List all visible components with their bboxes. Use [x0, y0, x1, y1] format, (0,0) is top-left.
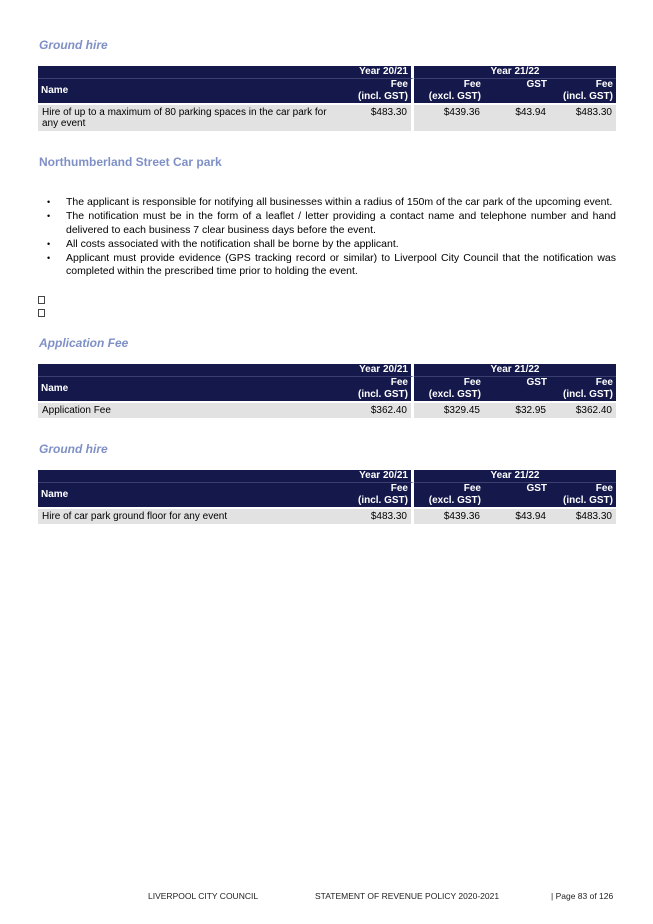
fee-incl-gst-header	[344, 483, 414, 507]
fee-incl-gst-header	[550, 79, 616, 103]
fee-name-cell: Hire of car park ground floor for any event	[38, 507, 344, 524]
footer-page-number: | Page 83 of 126	[551, 891, 614, 901]
list-item: • All costs associated with the notification shall be borne by the applicant.	[38, 238, 616, 252]
fee-name-cell: Hire of up to a maximum of 80 parking spaces in the car park for any event	[38, 103, 344, 131]
fee-excl-gst-cell: $439.36	[414, 507, 484, 524]
section-heading-application-fee: Application Fee	[39, 336, 129, 350]
fee-excl-gst-header	[414, 79, 484, 103]
incl-gst-label: (incl. GST)	[358, 495, 408, 506]
missing-glyph-box	[38, 309, 45, 317]
fee-name-cell: Application Fee	[38, 401, 344, 418]
fee-label: Fee	[390, 377, 408, 388]
list-item: • The notification must be in the form of a leaflet / letter providing a contact name and telephone number and hand delivered to each business 7 clear business days before the event.	[38, 210, 616, 237]
fee-table-ground-hire	[38, 66, 616, 131]
fee-year-20-21-cell: $483.30	[344, 507, 414, 524]
carpark-heading: Northumberland Street Car park	[39, 155, 222, 169]
fee-year-20-21-cell: $483.30	[344, 103, 414, 131]
year-21-22-header: Year 21/22	[414, 66, 616, 79]
fee-incl-gst-header	[344, 377, 414, 401]
fee-incl-gst-header	[550, 377, 616, 401]
incl-gst-label: (incl. GST)	[358, 389, 408, 400]
gst-header: GST	[484, 377, 550, 401]
fee-label: Fee	[390, 483, 408, 494]
gst-cell: $43.94	[484, 507, 550, 524]
year-20-21-header: Year 20/21	[344, 470, 414, 483]
fee-label: Fee	[390, 79, 408, 90]
section-heading-ground-hire-2: Ground hire	[39, 442, 108, 456]
year-20-21-header: Year 20/21	[344, 66, 414, 79]
year-21-22-header: Year 21/22	[414, 364, 616, 377]
fee-incl-gst-header	[344, 79, 414, 103]
excl-gst-label: (excl. GST)	[428, 495, 481, 506]
fee-label: Fee	[595, 377, 613, 388]
fee-incl-gst-cell: $483.30	[550, 507, 616, 524]
fee-incl-gst-cell: $483.30	[550, 103, 616, 131]
year-20-21-header: Year 20/21	[344, 364, 414, 377]
name-column-header: Name	[38, 79, 344, 103]
fee-excl-gst-header	[414, 377, 484, 401]
conditions-list	[38, 196, 616, 279]
fee-label: Fee	[463, 377, 481, 388]
missing-glyph-box	[38, 296, 45, 304]
table-row	[38, 507, 616, 524]
list-item: • Applicant must provide evidence (GPS tracking record or similar) to Liverpool City Council that the notification was completed within the prescribed time prior to holding the event.	[38, 252, 616, 279]
incl-gst-label: (incl. GST)	[563, 495, 613, 506]
incl-gst-label: (incl. GST)	[563, 91, 613, 102]
fee-label: Fee	[595, 483, 613, 494]
gst-cell: $32.95	[484, 401, 550, 418]
incl-gst-label: (incl. GST)	[563, 389, 613, 400]
gst-header: GST	[484, 79, 550, 103]
incl-gst-label: (incl. GST)	[358, 91, 408, 102]
table-row	[38, 401, 616, 418]
excl-gst-label: (excl. GST)	[428, 91, 481, 102]
fee-label: Fee	[595, 79, 613, 90]
fee-excl-gst-header	[414, 483, 484, 507]
fee-label: Fee	[463, 79, 481, 90]
fee-table-ground-floor-hire	[38, 470, 616, 524]
fee-year-20-21-cell: $362.40	[344, 401, 414, 418]
gst-header: GST	[484, 483, 550, 507]
table-row	[38, 103, 616, 131]
fee-incl-gst-cell: $362.40	[550, 401, 616, 418]
gst-cell: $43.94	[484, 103, 550, 131]
year-21-22-header: Year 21/22	[414, 470, 616, 483]
list-item: • The applicant is responsible for notifying all businesses within a radius of 150m of the car park of the upcoming event.	[38, 196, 616, 210]
fee-table-application-fee	[38, 364, 616, 418]
name-column-header: Name	[38, 377, 344, 401]
section-heading-ground-hire: Ground hire	[39, 38, 108, 52]
name-column-header: Name	[38, 483, 344, 507]
excl-gst-label: (excl. GST)	[428, 389, 481, 400]
footer-council-name: LIVERPOOL CITY COUNCIL	[148, 891, 259, 901]
fee-incl-gst-header	[550, 483, 616, 507]
fee-excl-gst-cell: $439.36	[414, 103, 484, 131]
fee-label: Fee	[463, 483, 481, 494]
fee-excl-gst-cell: $329.45	[414, 401, 484, 418]
footer-document-title: STATEMENT OF REVENUE POLICY 2020-2021	[315, 891, 500, 901]
